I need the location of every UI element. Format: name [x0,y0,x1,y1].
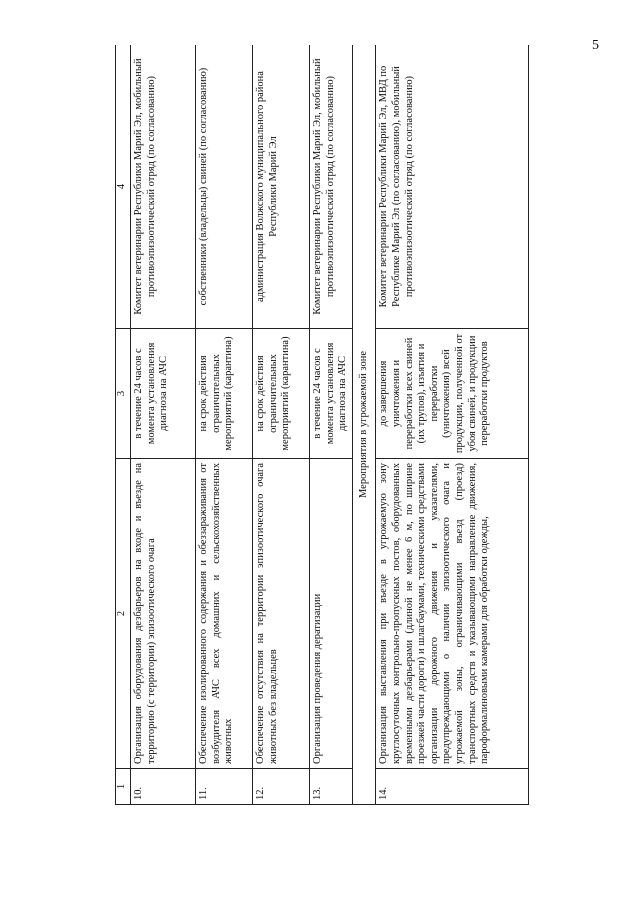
row-number: 12. [253,769,310,805]
term-cell: до завершения уничтожения и переработки всех свиней (их трупов), изъятия и переработки (уничтожения) всей продукции, полученной от убоя свиней, и продукции переработки продуктов [376,329,529,459]
responsible-cell: Комитет ветеринарии Республики Марий Эл, мобильный противоэпизоотический отряд (по согласованию) [131,45,196,329]
row-number: 11. [196,769,253,805]
row-number: 10. [131,769,196,805]
measures-table [115,45,529,805]
measure-cell: Организация выставления при въезде в угрожаемую зону круглосуточных контрольно-пропускных постов, оборудованных временными дезбарьерами (длиной не менее 6 м, по ширине проезжей части дороги) и шлагбаумами, техническими средствами организации дорожного движения и указателями, предупреждающими о наличии эпизоотического очага и угрожаемой зоны, ограничивающими въезд (проезд) транспортных средств и указывающими направление движения, пароформалиновыми камерами для обработки одежды, [376,459,529,769]
header-col-2: 2 [116,459,131,769]
header-col-4: 4 [116,45,131,329]
term-cell: в течение 24 часов с момента установления диагноза на АЧС [131,329,196,459]
term-cell: в течение 24 часов с момента установления диагноза на АЧС [310,329,353,459]
measure-cell: Организация оборудования дезбарьеров на входе и въезде на территорию (с территории) эпизоотического очага [131,459,196,769]
header-col-3: 3 [116,329,131,459]
row-number: 13. [310,769,353,805]
responsible-cell: Комитет ветеринарии Республики Марий Эл, мобильный противоэпизоотический отряд (по согласованию) [310,45,353,329]
row-number: 14. [376,769,529,805]
table-row [253,45,310,805]
section-title: Мероприятия в угрожаемой зоне [352,45,376,805]
responsible-cell: Комитет ветеринарии Республики Марий Эл, МВД по Республике Марий Эл (по согласованию), мобильный противоэпизоотический отряд (по согласованию) [376,45,529,329]
table-row [131,45,196,805]
responsible-cell: собственники (владельцы) свиней (по согласованию) [196,45,253,329]
header-row [116,45,131,805]
rotated-table [115,45,595,805]
table-row [310,45,353,805]
section-row [352,45,376,805]
table-row [376,45,529,805]
measure-cell: Организация проведения дератизации [310,459,353,769]
term-cell: на срок действия ограничительных мероприятий (карантина) [196,329,253,459]
header-col-1: 1 [116,769,131,805]
term-cell: на срок действия ограничительных мероприятий (карантина) [253,329,310,459]
page-number: 5 [592,38,599,53]
table-row [196,45,253,805]
responsible-cell: администрация Волжского муниципального района Республики Марий Эл [253,45,310,329]
measure-cell: Обеспечение изолированного содержания и обеззараживания от возбудителя АЧС всех домашних и сельскохозяйственных животных [196,459,253,769]
measure-cell: Обеспечение отсутствия на территории эпизоотического очага животных без владельцев [253,459,310,769]
table-container [115,45,595,805]
